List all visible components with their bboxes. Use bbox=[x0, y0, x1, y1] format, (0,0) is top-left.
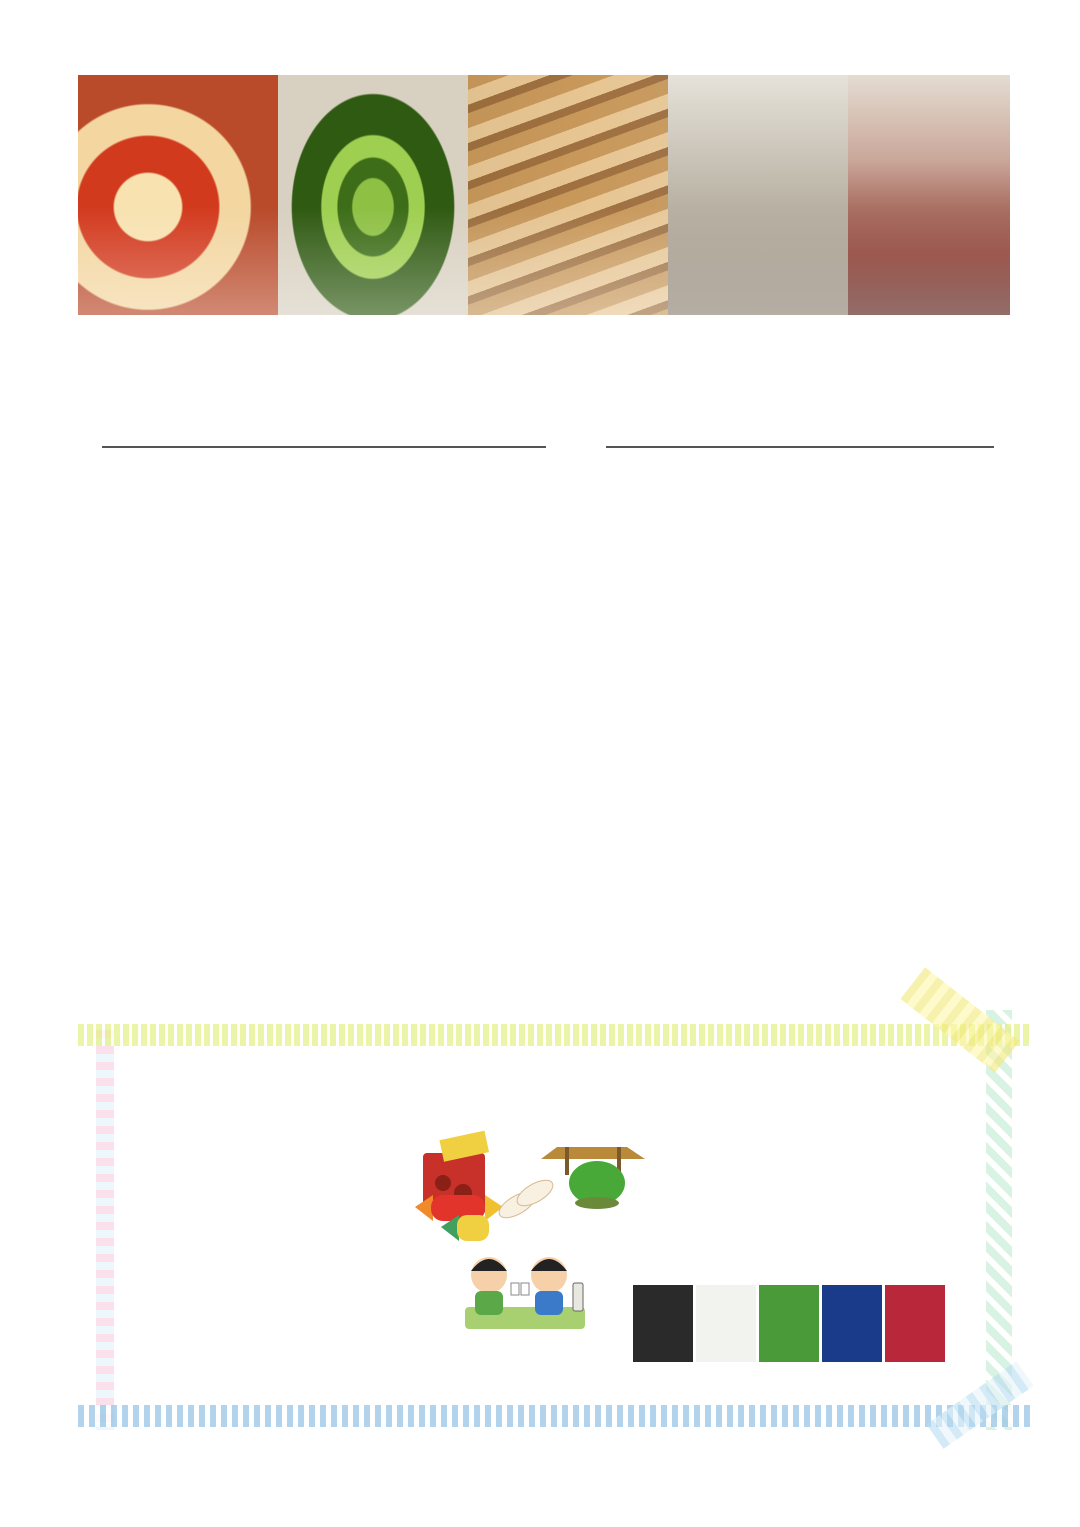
bottle-label-3 bbox=[759, 1285, 819, 1362]
cheers-people-icon bbox=[465, 1257, 585, 1329]
washi-tape-top bbox=[78, 1024, 1030, 1046]
sake-bottle-labels bbox=[633, 1285, 945, 1362]
candy-icon bbox=[415, 1195, 503, 1241]
hero-banner bbox=[78, 75, 1010, 315]
bottle-label-5 bbox=[885, 1285, 945, 1362]
snack-illustrations bbox=[405, 1125, 655, 1340]
washi-tape-bottom bbox=[78, 1405, 1030, 1427]
drinks-heading bbox=[102, 440, 546, 448]
matsushima-island-icon bbox=[541, 1147, 645, 1209]
bottle-label-2 bbox=[696, 1285, 756, 1362]
bottle-label-4 bbox=[822, 1285, 882, 1362]
food-heading bbox=[606, 440, 994, 448]
washi-tape-left bbox=[96, 1030, 114, 1430]
bottle-label-1 bbox=[633, 1285, 693, 1362]
sasakama-icon bbox=[495, 1175, 557, 1223]
